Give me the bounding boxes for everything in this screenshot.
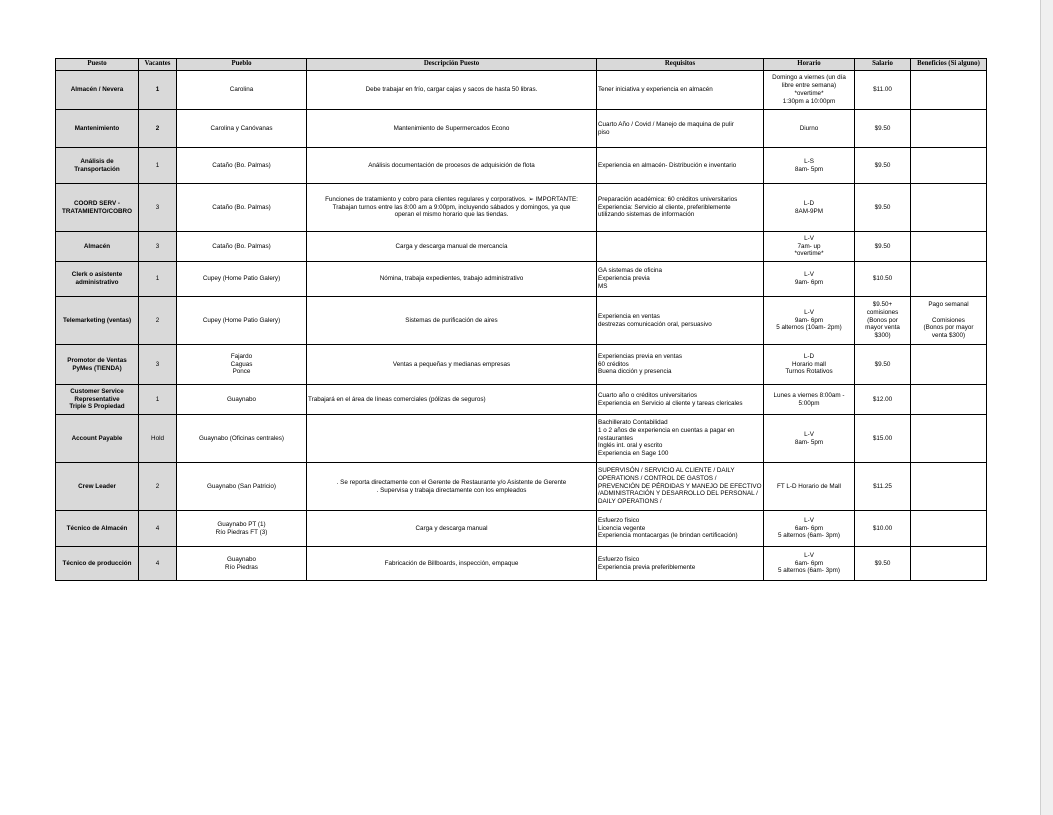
header-salario: Salario <box>855 59 911 71</box>
cell-beneficios <box>911 262 987 297</box>
cell-vacantes: 2 <box>139 110 177 148</box>
cell-vacantes: 4 <box>139 547 177 581</box>
cell-vacantes: 2 <box>139 297 177 345</box>
cell-salario: $9.50+ comisiones (Bonos por mayor venta $300) <box>855 297 911 345</box>
cell-descripcion: Ventas a pequeñas y medianas empresas <box>307 345 597 385</box>
cell-horario: Diurno <box>764 110 855 148</box>
cell-salario: $9.50 <box>855 148 911 184</box>
cell-requisitos: GA sistemas de oficina Experiencia previa MS <box>597 262 764 297</box>
cell-puesto: COORD SERV - TRATAMIENTO/COBRO <box>56 184 139 232</box>
cell-pueblo: Guaynabo (Oficinas centrales) <box>177 415 307 463</box>
cell-pueblo: Carolina y Canóvanas <box>177 110 307 148</box>
table-row <box>56 547 987 581</box>
cell-descripcion <box>307 415 597 463</box>
cell-puesto: Telemarketing (ventas) <box>56 297 139 345</box>
cell-requisitos: Cuarto Año / Covid / Manejo de maquina de pulir piso <box>597 110 764 148</box>
cell-vacantes: 4 <box>139 511 177 547</box>
cell-puesto: Técnico de producción <box>56 547 139 581</box>
cell-requisitos: Experiencia en almacén- Distribución e inventario <box>597 148 764 184</box>
table-row <box>56 415 987 463</box>
cell-salario: $10.50 <box>855 262 911 297</box>
cell-salario: $15.00 <box>855 415 911 463</box>
header-puesto: Puesto <box>56 59 139 71</box>
cell-vacantes: 3 <box>139 345 177 385</box>
table-row <box>56 297 987 345</box>
cell-beneficios <box>911 232 987 262</box>
cell-horario: L-V 8am- 5pm <box>764 415 855 463</box>
cell-horario: L-D 8AM-9PM <box>764 184 855 232</box>
cell-beneficios <box>911 547 987 581</box>
cell-vacantes: 3 <box>139 232 177 262</box>
cell-salario: $11.25 <box>855 463 911 511</box>
cell-salario: $9.50 <box>855 345 911 385</box>
cell-descripcion: . Se reporta directamente con el Gerente de Restaurante y/o Asistente de Gerente . Supervisa y trabaja directamente con los empleados <box>307 463 597 511</box>
cell-puesto: Promotor de Ventas PyMes (TIENDA) <box>56 345 139 385</box>
cell-descripcion: Análisis documentación de procesos de adquisición de flota <box>307 148 597 184</box>
cell-beneficios <box>911 511 987 547</box>
cell-vacantes: 2 <box>139 463 177 511</box>
cell-horario: Domingo a viernes (un día libre entre semana) *overtime* 1:30pm a 10:00pm <box>764 71 855 110</box>
cell-requisitos: SUPERVISÓN / SERVICIO AL CLIENTE / DAILY OPERATIONS / CONTROL DE GASTOS / PREVENCIÓN DE PÉRDIDAS Y MANEJO DE EFECTIVO /ADMINISTRACIÓN Y DESARROLLO DEL PERSONAL / DAILY OPERATIONS / <box>597 463 764 511</box>
cell-pueblo: Cupey (Home Patio Galery) <box>177 297 307 345</box>
table-row <box>56 71 987 110</box>
cell-pueblo: Fajardo Caguas Ponce <box>177 345 307 385</box>
header-vacantes: Vacantes <box>139 59 177 71</box>
cell-beneficios <box>911 148 987 184</box>
cell-vacantes: 1 <box>139 71 177 110</box>
table-row <box>56 511 987 547</box>
cell-horario: L-V 9am- 6pm <box>764 262 855 297</box>
cell-pueblo: Carolina <box>177 71 307 110</box>
cell-puesto: Crew Leader <box>56 463 139 511</box>
cell-descripcion: Trabajará en el área de líneas comerciales (pólizas de seguros) <box>307 385 597 415</box>
cell-pueblo: Guaynabo Río Piedras <box>177 547 307 581</box>
cell-pueblo: Cupey (Home Patio Galery) <box>177 262 307 297</box>
cell-descripcion: Sistemas de purificación de aires <box>307 297 597 345</box>
cell-requisitos: Tener iniciativa y experiencia en almacén <box>597 71 764 110</box>
cell-puesto: Almacén <box>56 232 139 262</box>
cell-descripcion: Funciones de tratamiento y cobro para clientes regulares y corporativos. ➢ IMPORTANTE: Trabajan turnos entre las 8:00 am a 9:00pm, incluyendo sábados y domingos, ya que operan el mismo horario que las tiendas. <box>307 184 597 232</box>
cell-pueblo: Cataño (Bo. Palmas) <box>177 232 307 262</box>
cell-beneficios: Pago semanal Comisiones (Bonos por mayor venta $300) <box>911 297 987 345</box>
cell-puesto: Mantenimiento <box>56 110 139 148</box>
cell-descripcion: Fabricación de Billboards, inspección, empaque <box>307 547 597 581</box>
cell-puesto: Técnico de Almacén <box>56 511 139 547</box>
cell-descripcion: Nómina, trabaja expedientes, trabajo administrativo <box>307 262 597 297</box>
cell-requisitos: Bachillerato Contabilidad 1 o 2 años de experiencia en cuentas a pagar en restaurantes Inglés int. oral y escrito Experiencia en Sage 100 <box>597 415 764 463</box>
cell-salario: $9.50 <box>855 232 911 262</box>
cell-pueblo: Guaynabo PT (1) Río Piedras FT (3) <box>177 511 307 547</box>
cell-beneficios <box>911 110 987 148</box>
table-row <box>56 262 987 297</box>
cell-vacantes: Hold <box>139 415 177 463</box>
header-pueblo: Pueblo <box>177 59 307 71</box>
cell-puesto: Customer Service Representative Triple S Propiedad <box>56 385 139 415</box>
cell-horario: FT L-D Horario de Mall <box>764 463 855 511</box>
cell-puesto: Clerk o asistente administrativo <box>56 262 139 297</box>
cell-vacantes: 1 <box>139 385 177 415</box>
cell-salario: $9.50 <box>855 110 911 148</box>
cell-salario: $12.00 <box>855 385 911 415</box>
cell-salario: $9.50 <box>855 184 911 232</box>
cell-puesto: Análisis de Transportación <box>56 148 139 184</box>
cell-horario: Lunes a viernes 8:00am - 5:00pm <box>764 385 855 415</box>
cell-beneficios <box>911 345 987 385</box>
cell-horario: L-V 6am- 6pm 5 alternos (6am- 3pm) <box>764 547 855 581</box>
table-row <box>56 463 987 511</box>
cell-pueblo: Cataño (Bo. Palmas) <box>177 148 307 184</box>
cell-descripcion: Mantenimiento de Supermercados Econo <box>307 110 597 148</box>
cell-descripcion: Carga y descarga manual de mercancía <box>307 232 597 262</box>
table-row <box>56 184 987 232</box>
cell-requisitos: Experiencia en ventas destrezas comunicación oral, persuasivo <box>597 297 764 345</box>
cell-requisitos: Experiencias previa en ventas 60 créditos Buena dicción y presencia <box>597 345 764 385</box>
cell-horario: L-V 9am- 6pm 5 alternos (10am- 2pm) <box>764 297 855 345</box>
header-requisitos: Requisitos <box>597 59 764 71</box>
cell-pueblo: Guaynabo (San Patricio) <box>177 463 307 511</box>
cell-requisitos: Esfuerzo físico Licencia vegente Experiencia montacargas (le brindan certificación) <box>597 511 764 547</box>
cell-salario: $9.50 <box>855 547 911 581</box>
table-row <box>56 232 987 262</box>
cell-requisitos <box>597 232 764 262</box>
cell-beneficios <box>911 71 987 110</box>
job-openings-table <box>55 58 987 581</box>
cell-descripcion: Carga y descarga manual <box>307 511 597 547</box>
cell-beneficios <box>911 415 987 463</box>
cell-beneficios <box>911 385 987 415</box>
cell-horario: L-D Horario mall Turnos Rotativos <box>764 345 855 385</box>
table-row <box>56 345 987 385</box>
cell-salario: $10.00 <box>855 511 911 547</box>
cell-pueblo: Cataño (Bo. Palmas) <box>177 184 307 232</box>
table-row <box>56 110 987 148</box>
cell-requisitos: Preparación académica: 60 créditos universitarios Experiencia: Servicio al cliente, preferiblemente utilizando sistemas de información <box>597 184 764 232</box>
header-beneficios: Beneficios (Si alguno) <box>911 59 987 71</box>
cell-puesto: Account Payable <box>56 415 139 463</box>
cell-beneficios <box>911 184 987 232</box>
cell-vacantes: 1 <box>139 262 177 297</box>
table-row <box>56 148 987 184</box>
header-descripcion: Descripción Puesto <box>307 59 597 71</box>
header-row <box>56 59 987 71</box>
cell-vacantes: 1 <box>139 148 177 184</box>
cell-vacantes: 3 <box>139 184 177 232</box>
cell-requisitos: Esfuerzo físico Experiencia previa preferiblemente <box>597 547 764 581</box>
cell-pueblo: Guaynabo <box>177 385 307 415</box>
cell-horario: L-S 8am- 5pm <box>764 148 855 184</box>
table-row <box>56 385 987 415</box>
cell-beneficios <box>911 463 987 511</box>
cell-puesto: Almacén / Nevera <box>56 71 139 110</box>
cell-requisitos: Cuarto año o créditos universitarios Experiencia en Servicio al cliente y tareas clericales <box>597 385 764 415</box>
header-horario: Horario <box>764 59 855 71</box>
cell-salario: $11.00 <box>855 71 911 110</box>
cell-descripcion: Debe trabajar en frío, cargar cajas y sacos de hasta 50 libras. <box>307 71 597 110</box>
cell-horario: L-V 6am- 6pm 5 alternos (6am- 3pm) <box>764 511 855 547</box>
cell-horario: L-V 7am- up *overtime* <box>764 232 855 262</box>
